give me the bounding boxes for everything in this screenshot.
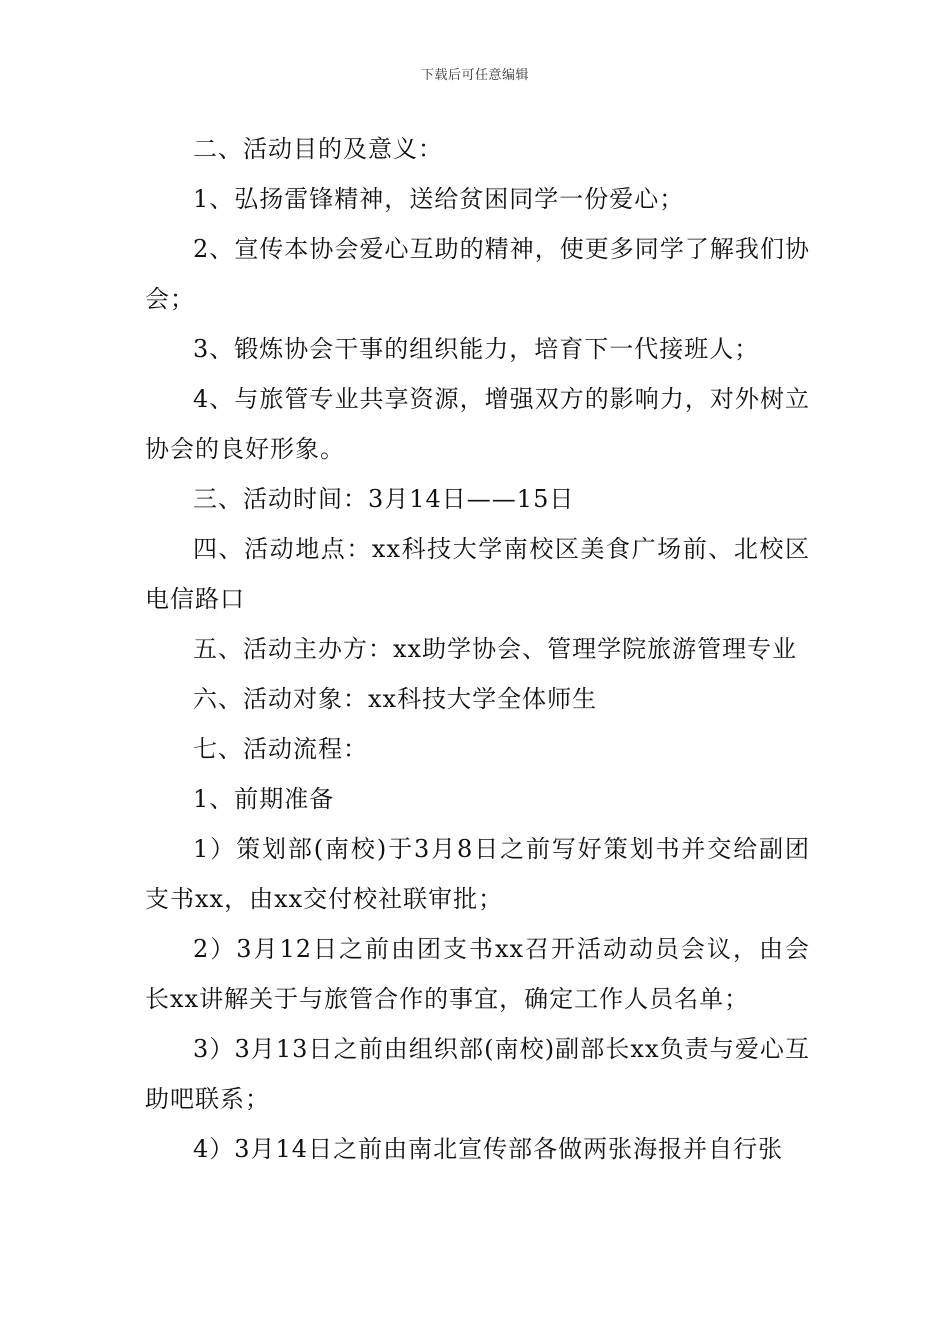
subsection-heading-preparation: 1、前期准备 xyxy=(193,785,335,813)
list-item: 2）3月12日之前由团支书xx召开活动动员会议，由会长xx讲解关于与旅管合作的事宜，确定工作人员名单； xyxy=(145,935,810,1013)
section-heading-audience: 六、活动对象：xx科技大学全体师生 xyxy=(193,685,598,713)
list-item: 2、宣传本协会爱心互助的精神，使更多同学了解我们协会； xyxy=(145,235,810,313)
section-heading-organizer: 五、活动主办方：xx助学协会、管理学院旅游管理专业 xyxy=(193,635,798,663)
list-item: 4）3月14日之前由南北宣传部各做两张海报并自行张 xyxy=(193,1135,784,1163)
list-item: 1、弘扬雷锋精神，送给贫困同学一份爱心； xyxy=(193,185,685,213)
document-body xyxy=(145,124,810,1174)
list-item: 1）策划部(南校)于3月8日之前写好策划书并交给副团支书xx，由xx交付校社联审批； xyxy=(145,835,810,913)
section-heading-location: 四、活动地点：xx科技大学南校区美食广场前、北校区电信路口 xyxy=(145,535,810,613)
section-heading-purpose: 二、活动目的及意义： xyxy=(193,135,443,163)
section-heading-time: 三、活动时间：3月14日——15日 xyxy=(193,485,575,513)
page-header: 下载后可任意编辑 xyxy=(420,68,529,83)
section-heading-process: 七、活动流程： xyxy=(193,735,368,763)
list-item: 3、锻炼协会干事的组织能力，培育下一代接班人； xyxy=(193,335,760,363)
list-item: 4、与旅管专业共享资源，增强双方的影响力，对外树立协会的良好形象。 xyxy=(145,385,810,463)
list-item: 3）3月13日之前由组织部(南校)副部长xx负责与爱心互助吧联系； xyxy=(145,1035,810,1113)
